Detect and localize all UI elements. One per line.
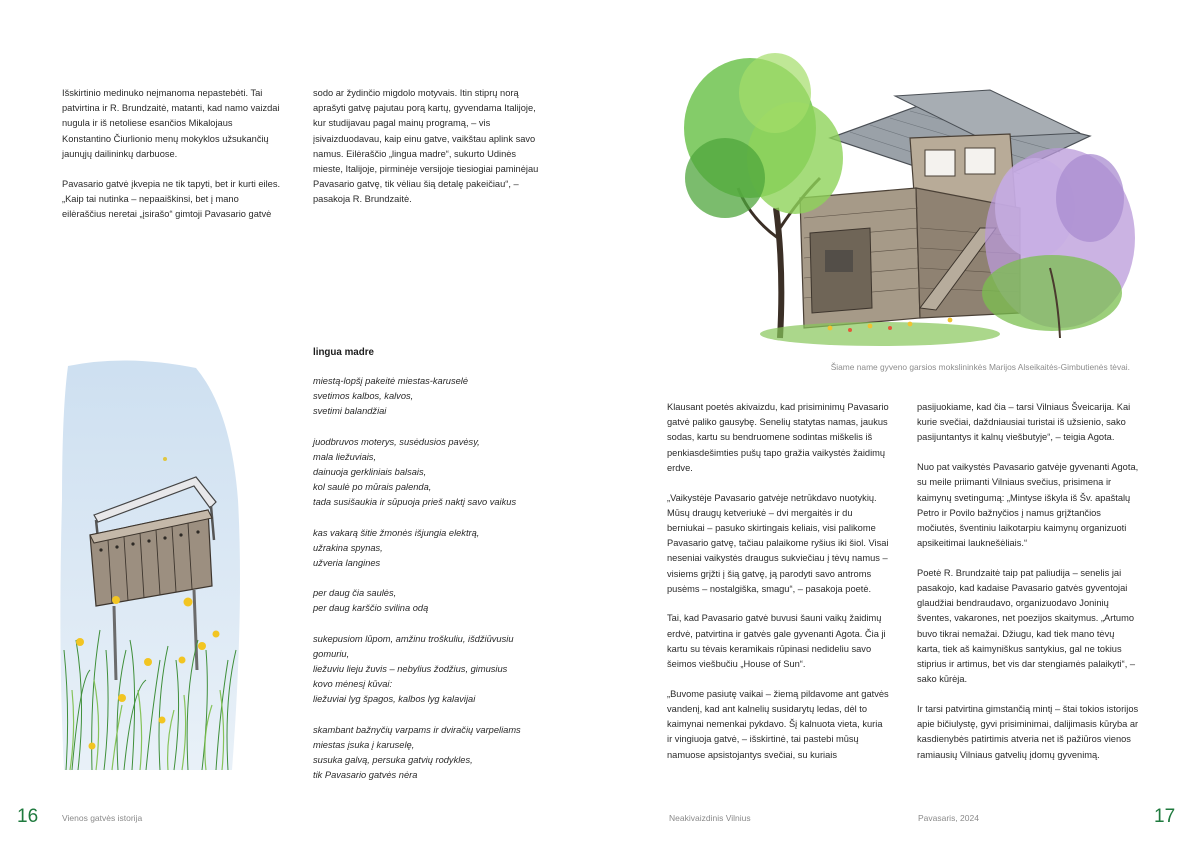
paragraph: pasijuokiame, kad čia – tarsi Vilniaus Šveicarija. Kai kurie svečiai, daždniausiai turistai iš užsienio, sako pasijuntantys it kalnų viešbutyje“, – teigia Agota. — [917, 402, 1131, 443]
house-illustration — [680, 38, 1140, 348]
paragraph: sodo ar žydinčio migdolo motyvais. Itin stiprų norą aprašyti gatvę pajutau porą kartų, gyvendama Italijoje, kur studijavau pagal mainų programą, – vis įsivaizduodavau, kaip einu gatve, vaikštau aplink savo namus. Eilėraščio „lingua madre“, sukurto Udinės mieste, Italijoje, pirminėje versijoje tiesiogiai paminėjau Pavasario gatvę, tik vėliau šią detalę pakeičiau“, – pasakoja R. Brundzaitė. — [313, 88, 539, 205]
page-number: 17 — [1154, 806, 1176, 827]
poem-line: užrakina spynas, — [313, 542, 383, 553]
poem-line: skambant bažnyčių varpams ir dviračių varpeliams — [313, 724, 521, 735]
poem-line: kovo mėnesį kūvai: — [313, 679, 393, 690]
poem — [313, 374, 553, 798]
page-number: 16 — [17, 806, 39, 827]
paragraph: Ir tarsi patvirtina gimstančią mintį – štai tokios istorijos apie bičiulystę, gyvi prisiminimai, dalijimasis kūryba ar kasdienybės patirtimis atveria net iš pažiūros vienos ramiausių Vilniaus gatvelių įdomų gyvenimą. — [917, 703, 1139, 760]
poem-stanza — [313, 435, 553, 511]
poem-line: susuka galvą, persuka gatvių rodykles, — [313, 755, 473, 766]
footer-section-title: Vienos gatvės istorija — [62, 813, 143, 823]
poem-line: užveria langines — [313, 558, 381, 569]
paragraph: Nuo pat vaikystės Pavasario gatvėje gyvenanti Agota, su meile priimanti Vilniaus svečius, prisimena ir kaimynų svetingumą: „Mintyse iškyla iš Šv. apaštalų Petro ir Povilo bažnyčios į namus grįžtančios močiutės, šventiniu laikotarpiu kaimynų organizuoti apsikeitimai lauknešėliais.“ — [917, 462, 1139, 549]
paragraph: Poetė R. Brundzaitė taip pat paliudija – senelis jai pasakojo, kad kadaise Pavasario gatvės gyventojai glaudžiai bendraudavo, organizuodavo Joninių šventes, vakarones, net poezijos skaitymus. „Artumo buvo tikrai nemažai. Džiugu, kad tiek mano tėvų karta, tiek aš kaimyniškus santykius, gal ne tokius stiprius ir artimus, bet vis dar stengiamės palaikyti“, – sako kūrėja. — [917, 567, 1136, 685]
poem-line: miestas įsuka į karuselę, — [313, 739, 415, 750]
poem-line: sukepusiom lūpom, amžinu troškuliu, išdžiūvusiu — [313, 633, 514, 644]
poem-line: liežuviu lieju žuvis – nebylius žodžius, gimusius — [313, 664, 508, 675]
poem-line: per daug čia saulės, — [313, 588, 397, 599]
image-caption: Šiame name gyveno garsios mokslininkės Marijos Alseikaitės-Gimbutienės tėvai. — [830, 362, 1130, 372]
paragraph: Tai, kad Pavasario gatvė buvusi šauni vaikų žaidimų erdvė, patvirtina ir gatvės gale gyvenanti Agota. Čia ji kartu su tėvais keramikais rūpinasi nedideliu savo šeimos viešbučiu „House of Sun“. — [667, 613, 886, 670]
paragraph: Klausant poetės akivaizdu, kad prisiminimų Pavasario gatvė paliko gausybę. Senelių statytas namas, jaukus sodas, kartu su bendruomene sodintas miškelis iš penkiasdešimties pušų tapo gražia vaikystės žaidimų erdve. — [667, 402, 889, 473]
poem-stanza — [313, 374, 553, 420]
poem-line: svetimos kalbos, kalvos, — [313, 391, 414, 402]
poem-stanza — [313, 723, 553, 784]
poem-line: dainuoja gerkliniais balsais, — [313, 467, 427, 478]
right-text-column-2 — [917, 400, 1139, 777]
footer-magazine-title: Neakivaizdinis Vilnius — [669, 813, 751, 823]
right-text-column-1 — [667, 400, 889, 777]
poem-stanza — [313, 586, 553, 616]
poem-line: kol saulė po mūrais palenda, — [313, 482, 432, 493]
poem-line: miestą-lopšį pakeitė miestas-karuselė — [313, 376, 469, 386]
poem-line: per daug karščio svilina odą — [313, 603, 429, 614]
mailbox-illustration — [56, 350, 246, 775]
poem-line: tik Pavasario gatvės nėra — [313, 770, 418, 781]
paragraph: „Vaikystėje Pavasario gatvėje netrūkdavo nuotykių. Mūsų draugų ketveriukė – dvi mergaitės ir du berniukai – pasuko skirtingais keliais, visi palikome Pavasario gatvę, tačiau palaikome ryšius iki šiol. Visai neseniai vaikystės draugus sukviečiau į tėvų namus – visiems grįžti į šią gatvę, ją parodyti savo antroms pusėms – nostalgiška, smagu“, – pasakoja poetė. — [667, 492, 889, 594]
poem-stanza — [313, 526, 553, 572]
paragraph: Išskirtinio medinuko neįmanoma nepastebėti. Tai patvirtina ir R. Brundzaitė, matanti, kad namo vaizdai nugula ir iš netoliese esančios Mikalojaus Konstantino Čiurlionio menų mokyklos užsukančių jaunųjų dailininkų darbuose. — [62, 88, 280, 159]
poem-line: svetimi balandžiai — [313, 406, 387, 417]
left-text-column-1 — [62, 86, 282, 237]
poem-line: kas vakarą šitie žmonės išjungia elektrą, — [313, 527, 480, 538]
poem-line: juodbruvos moterys, susėdusios pavėsy, — [313, 436, 480, 447]
right-page — [600, 0, 1200, 845]
poem-line: mala liežuviais, — [313, 451, 377, 462]
poem-line: gomuriu, — [313, 648, 350, 659]
poem-stanza — [313, 632, 553, 708]
poem-title: lingua madre — [313, 347, 374, 358]
footer-issue: Pavasaris, 2024 — [918, 813, 979, 823]
paragraph: Pavasario gatvė įkvepia ne tik tapyti, bet ir kurti eiles. „Kaip tai nutinka – nepaaiškinsi, bet į mano eilėraščius neretai „įsirašo“ gimtoji Pavasario gatvė — [62, 178, 281, 219]
paragraph: „Buvome pasiutę vaikai – žiemą pildavome ant gatvės vandenį, kad ant kalnelių susidarytų ledas, dėl to kaimynai nemenkai pykdavo. Šį kalnuota vieta, kuria ir vingiuoja gatvė, – išskirtinė, tai pastebi mūsų namuose apsistojantys svečiai, su kuriais — [667, 688, 889, 760]
left-text-column-2 — [313, 86, 541, 222]
poem-line: liežuviai lyg špagos, kalbos lyg kalavijai — [313, 694, 476, 705]
poem-line: tada susišaukia ir sūpuoja prieš naktį savo vaikus — [313, 497, 517, 508]
